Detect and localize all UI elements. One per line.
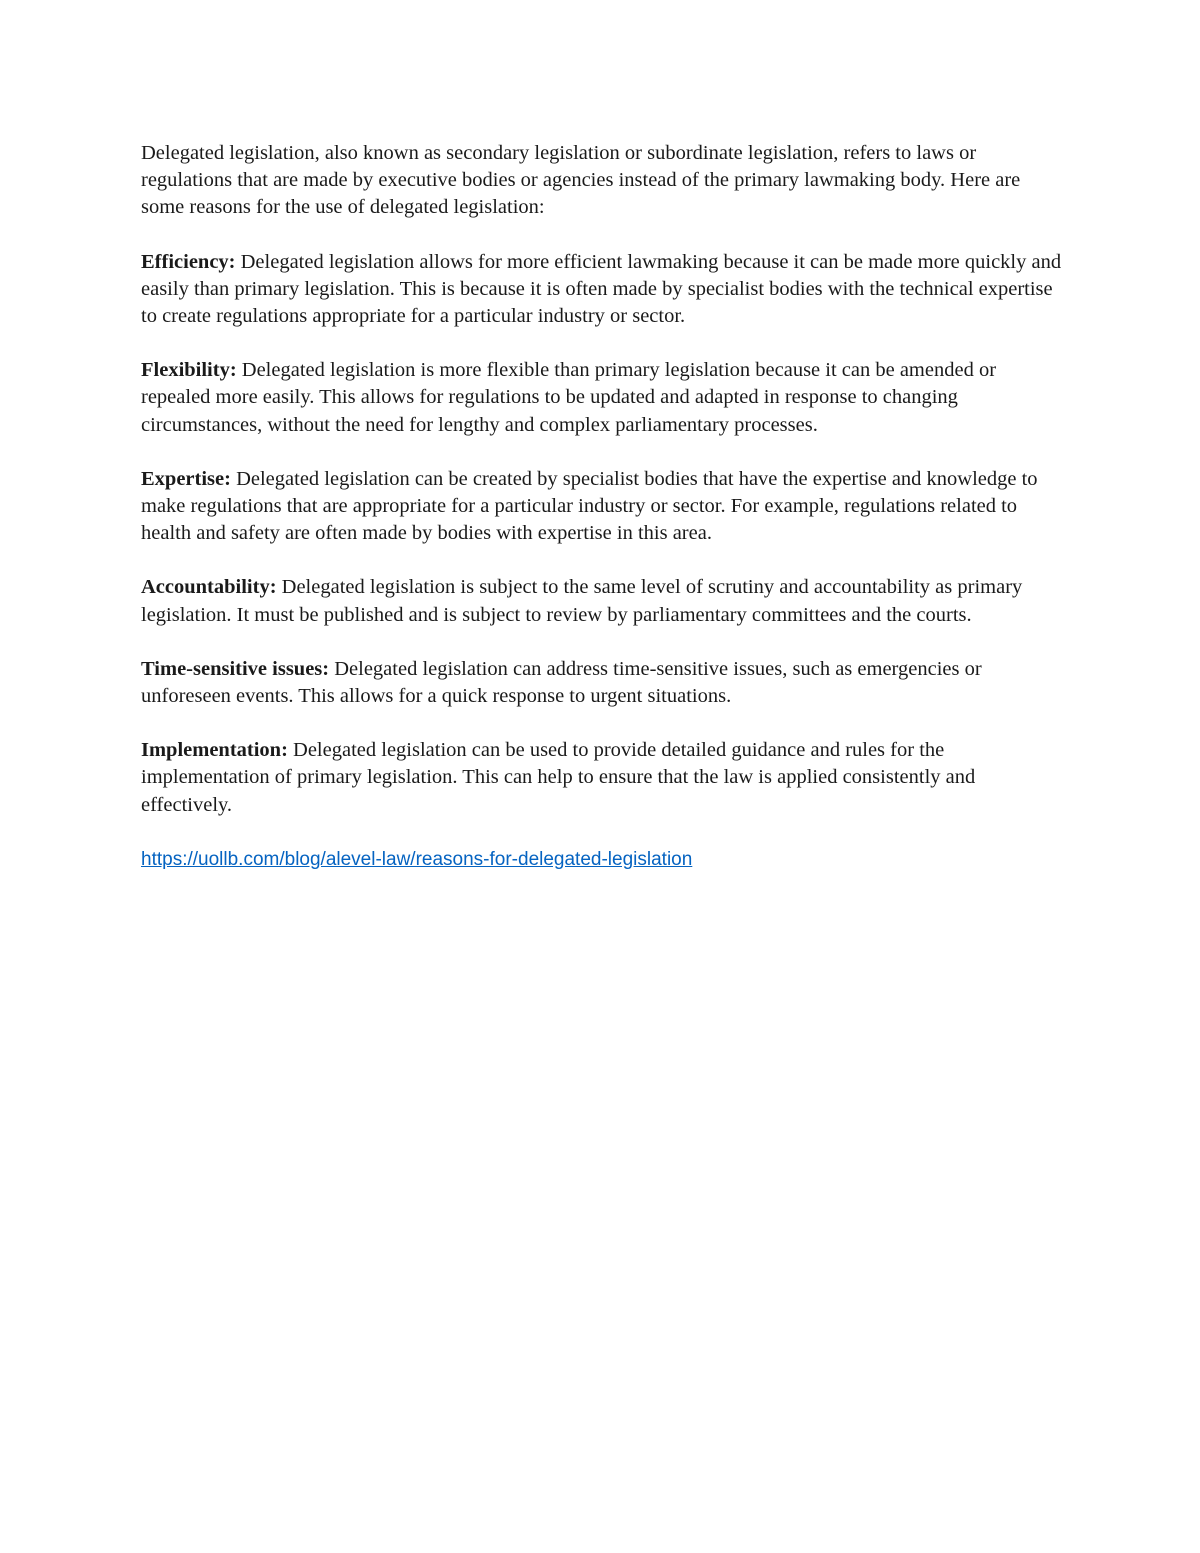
reason-term: Time-sensitive issues: bbox=[141, 657, 330, 680]
reason-time-sensitive bbox=[141, 656, 1066, 710]
reason-text: Delegated legislation can be used to provide detailed guidance and rules for the implementation of primary legislation. This can help to ensure that the law is applied consistently and effectively. bbox=[141, 739, 976, 816]
reason-efficiency bbox=[141, 249, 1066, 331]
reason-implementation bbox=[141, 737, 1066, 819]
reason-text: Delegated legislation allows for more efficient lawmaking because it can be made more quickly and easily than primary legislation. This is because it is often made by specialist bodies with the technical expertise to create regulations appropriate for a particular industry or sector. bbox=[141, 250, 1062, 328]
reason-text: Delegated legislation is subject to the same level of scrutiny and accountability as primary legislation. It must be published and is subject to review by parliamentary committees and the courts. bbox=[141, 576, 1023, 626]
source-link[interactable]: https://uollb.com/blog/alevel-law/reasons-for-delegated-legislation bbox=[141, 848, 693, 870]
reason-term: Implementation: bbox=[141, 739, 288, 762]
document-body bbox=[141, 140, 1066, 873]
intro-paragraph: Delegated legislation, also known as secondary legislation or subordinate legislation, refers to laws or regulations that are made by executive bodies or agencies instead of the primary lawmaking body. Here are some reasons for the use of delegated legislation: bbox=[141, 142, 1021, 219]
reason-term: Expertise: bbox=[141, 467, 231, 490]
reason-text: Delegated legislation can be created by specialist bodies that have the expertise and knowledge to make regulations that are appropriate for a particular industry or sector. For example, regulations related to health and safety are often made by bodies with expertise in this area. bbox=[141, 467, 1038, 545]
reason-text: Delegated legislation is more flexible than primary legislation because it can be amended or repealed more easily. This allows for regulations to be updated and adapted in response to changing circumstances, without the need for lengthy and complex parliamentary processes. bbox=[141, 359, 997, 436]
reason-text: Delegated legislation can address time-sensitive issues, such as emergencies or unforeseen events. This allows for a quick response to urgent situations. bbox=[141, 657, 982, 708]
reason-flexibility bbox=[141, 357, 1066, 439]
reason-term: Accountability: bbox=[141, 576, 277, 599]
reason-expertise bbox=[141, 466, 1066, 548]
reason-term: Efficiency: bbox=[141, 250, 236, 273]
reason-term: Flexibility: bbox=[141, 359, 237, 382]
reason-accountability bbox=[141, 574, 1066, 628]
